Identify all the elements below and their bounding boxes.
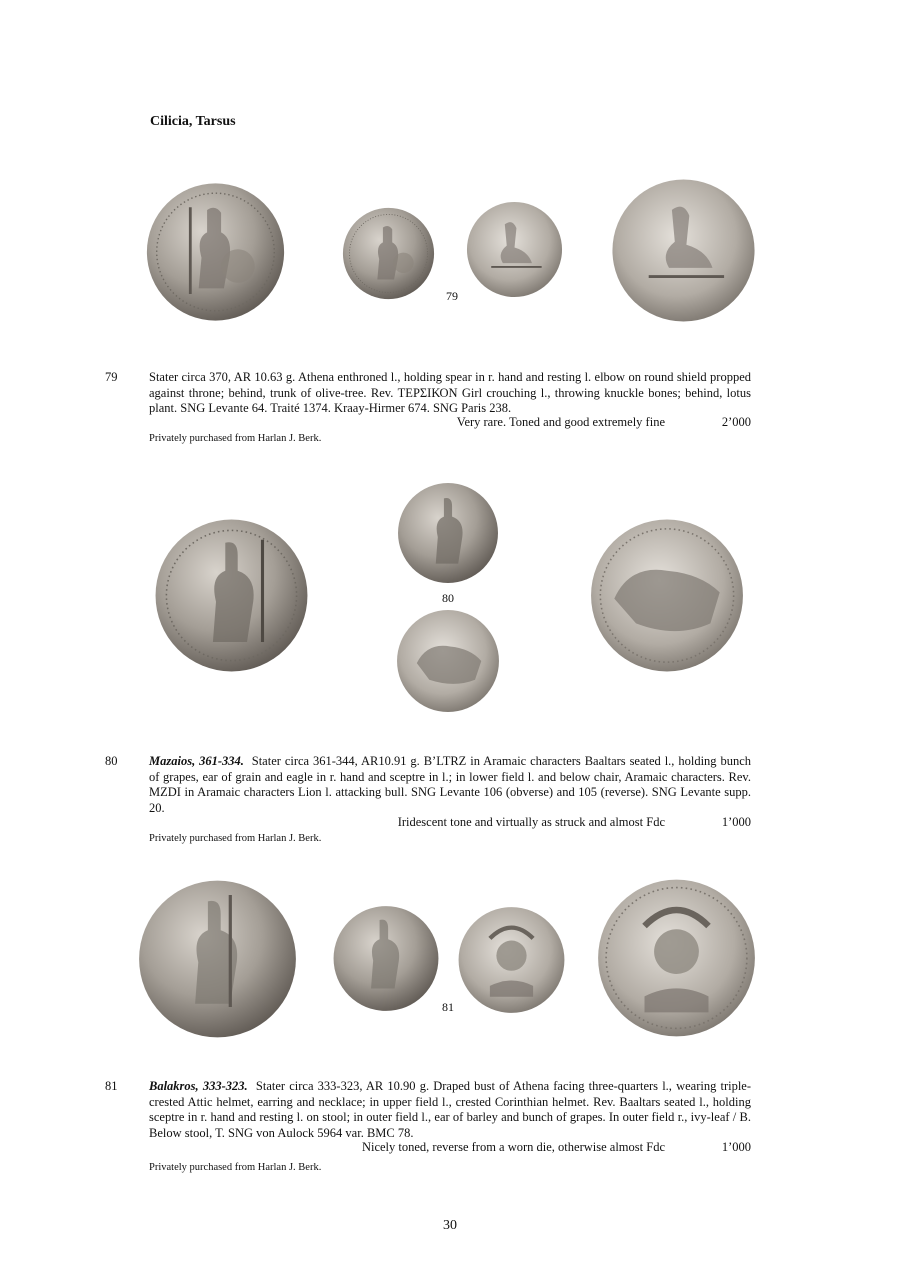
lot-heading: Balakros, 333-323. xyxy=(149,1079,248,1093)
provenance: Privately purchased from Harlan J. Berk. xyxy=(149,433,322,444)
coin-81-reverse-small xyxy=(456,906,567,1014)
plate-label-79: 79 xyxy=(446,289,458,303)
coin-80-obverse-large xyxy=(154,518,309,673)
provenance: Privately purchased from Harlan J. Berk. xyxy=(149,833,322,844)
lot-description-text: Stater circa 333-323, AR 10.90 g. Draped bust of Athena facing three-quarters l., wearing triple-crested Attic helmet, earring and necklace; in upper field l., crested Corinthian helmet. Rev. Baaltars seated l., holding sceptre in r. hand and resting l. on stool; in outer field l., ear of barley and bunch of grapes. In outer field r., ivy-leaf / B. Below stool, T. SNG von Aulock 5964 var. BMC 78. xyxy=(149,1079,752,1140)
lot-heading: Mazaios, 361-334. xyxy=(149,754,244,768)
lot-description xyxy=(149,370,751,417)
coin-81-reverse-large xyxy=(593,878,760,1038)
lot-description xyxy=(149,1079,751,1141)
coin-80-reverse-small xyxy=(396,609,500,713)
coin-79-obverse-large xyxy=(143,182,288,322)
coin-79-reverse-large xyxy=(611,173,756,328)
coin-80-obverse-small xyxy=(396,482,500,584)
coin-79-obverse-small xyxy=(336,207,441,300)
lot-description-text: Stater circa 370, AR 10.63 g. Athena enthroned l., holding spear in r. hand and resting l. elbow on round shield propped against throne; behind, trunk of olive-tree. Rev. ΤΕΡΣΙΚΟΝ Girl crouching l., throwing knuckle bones; behind, lotus plant. SNG Levante 64. Traité 1374. Kraay-Hirmer 674. SNG Paris 238. xyxy=(149,370,751,415)
section-title: Cilicia, Tarsus xyxy=(150,114,236,129)
price: 1’000 xyxy=(721,815,751,829)
plate-label-81: 81 xyxy=(442,1000,454,1014)
provenance: Privately purchased from Harlan J. Berk. xyxy=(149,1162,322,1173)
lot-number: 81 xyxy=(105,1079,118,1093)
grade: Iridescent tone and virtually as struck and almost Fdc xyxy=(397,815,665,829)
coin-81-obverse-small xyxy=(331,905,441,1012)
lot-number: 80 xyxy=(105,754,118,768)
grade: Nicely toned, reverse from a worn die, otherwise almost Fdc xyxy=(361,1140,665,1154)
grade: Very rare. Toned and good extremely fine xyxy=(456,415,665,429)
coin-80-reverse-large xyxy=(588,518,746,673)
lot-number: 79 xyxy=(105,370,118,384)
plate-label-80: 80 xyxy=(442,591,454,605)
price: 2’000 xyxy=(721,415,751,429)
lot-description-text: Stater circa 361-344, AR10.91 g. B’LTRZ in Aramaic characters Baaltars seated l., holding bunch of grapes, ear of grain and eagle in r. hand and sceptre in l.; in lower field l. and below chair, Aramaic characters. Rev. MZDI in Aramaic characters Lion l. attacking bull. SNG Levante 106 (obverse) and 105 (reverse). SNG Levante supp. 20. xyxy=(149,754,752,815)
page-number: 30 xyxy=(443,1218,457,1233)
coin-79-reverse-small xyxy=(466,197,563,302)
coin-81-obverse-large xyxy=(134,879,301,1039)
price: 1’000 xyxy=(721,1140,751,1154)
lot-description xyxy=(149,754,751,816)
